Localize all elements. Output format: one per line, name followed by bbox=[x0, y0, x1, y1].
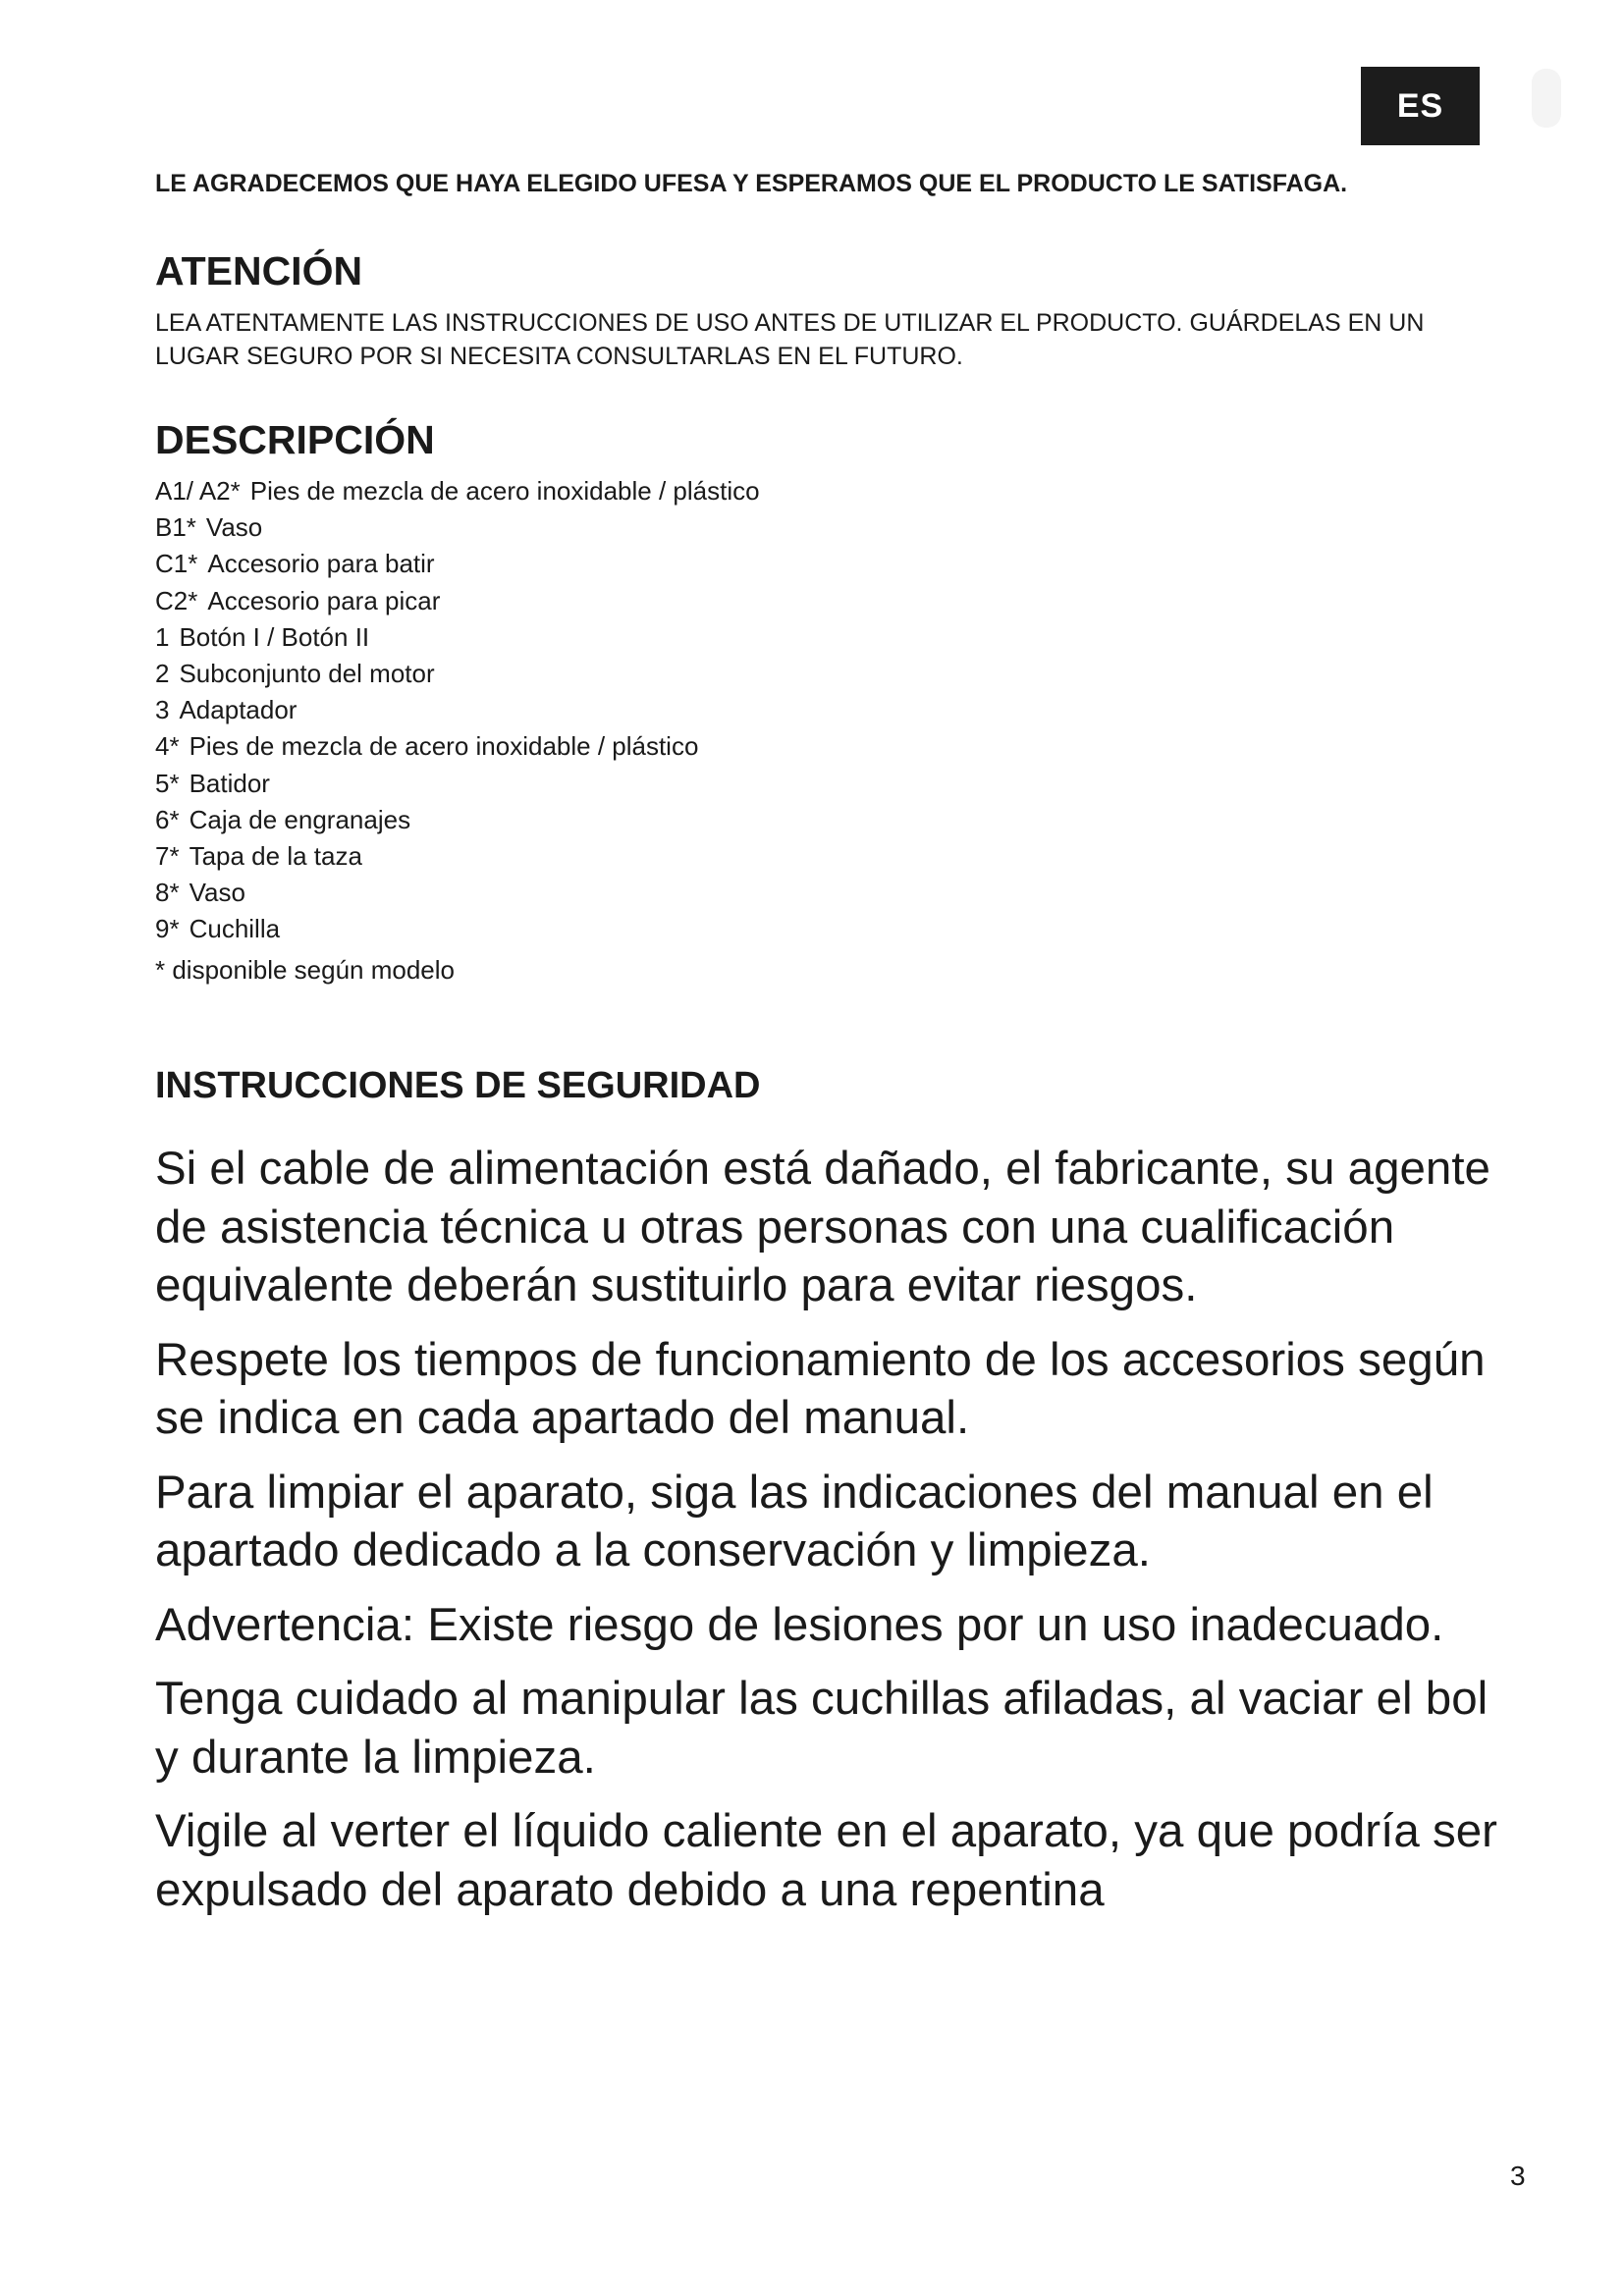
part-label: Pies de mezcla de acero inoxidable / plástico bbox=[249, 476, 760, 506]
part-label: Botón I / Botón II bbox=[179, 621, 370, 652]
safety-paragraph: Respete los tiempos de funcionamiento de los accesorios según se indica en cada apartado del manual. bbox=[155, 1333, 1486, 1445]
safety-paragraph: Para limpiar el aparato, siga las indicaciones del manual en el apartado dedicado a la conservación y limpieza. bbox=[155, 1466, 1434, 1577]
part-label: Accesorio para picar bbox=[207, 585, 441, 615]
part-code: 7* bbox=[155, 841, 180, 872]
page-edge-mark bbox=[1532, 69, 1561, 128]
part-code: C1* bbox=[155, 549, 198, 579]
attention-text: LEA ATENTAMENTE LAS INSTRUCCIONES DE USO ANTES DE UTILIZAR EL PRODUCTO. GUÁRDELAS EN UN LUGAR SEGURO POR SI NECESITA CONSULTARLAS EN EL FUTURO. bbox=[155, 309, 1425, 370]
description-heading: DESCRIPCIÓN bbox=[155, 417, 435, 462]
part-code: 4* bbox=[155, 731, 180, 762]
safety-paragraph: Advertencia: Existe riesgo de lesiones por un uso inadecuado. bbox=[155, 1598, 1444, 1651]
part-code: C2* bbox=[155, 585, 198, 615]
part-label: Subconjunto del motor bbox=[179, 659, 435, 689]
parts-list-item bbox=[155, 692, 1500, 728]
part-label: Accesorio para batir bbox=[207, 549, 435, 579]
part-code: 1 bbox=[155, 621, 170, 652]
part-code: 6* bbox=[155, 804, 180, 834]
parts-list-item bbox=[155, 619, 1500, 656]
page-content bbox=[155, 167, 1500, 1919]
parts-list-item bbox=[155, 911, 1500, 947]
parts-list-item bbox=[155, 838, 1500, 875]
part-code: B1* bbox=[155, 512, 196, 543]
part-code: 9* bbox=[155, 914, 180, 944]
safety-paragraph: Si el cable de alimentación está dañado, el fabricante, su agente de asistencia técnica u otras personas con una cualificación equivalente deberán sustituirlo para evitar riesgos. bbox=[155, 1143, 1490, 1312]
part-code: A1/ A2* bbox=[155, 476, 241, 506]
part-label: Vaso bbox=[189, 878, 245, 908]
parts-list-item bbox=[155, 656, 1500, 692]
thanks-notice: LE AGRADECEMOS QUE HAYA ELEGIDO UFESA Y ESPERAMOS QUE EL PRODUCTO LE SATISFAGA. bbox=[155, 170, 1348, 197]
parts-list-item bbox=[155, 766, 1500, 802]
part-label: Cuchilla bbox=[189, 914, 281, 944]
part-label: Caja de engranajes bbox=[189, 804, 411, 834]
part-code: 8* bbox=[155, 878, 180, 908]
part-label: Vaso bbox=[205, 512, 263, 543]
language-badge: ES bbox=[1361, 67, 1480, 145]
safety-paragraph: Vigile al verter el líquido caliente en el aparato, ya que podría ser expulsado del aparato debido a una repentina bbox=[155, 1805, 1497, 1916]
part-label: Batidor bbox=[189, 768, 270, 798]
part-code: 3 bbox=[155, 695, 170, 725]
parts-list-item bbox=[155, 473, 1500, 509]
part-label: Pies de mezcla de acero inoxidable / plástico bbox=[189, 731, 699, 762]
part-code: 2 bbox=[155, 659, 170, 689]
part-label: Adaptador bbox=[179, 695, 298, 725]
parts-list-item bbox=[155, 802, 1500, 838]
safety-heading: INSTRUCCIONES DE SEGURIDAD bbox=[155, 1064, 761, 1106]
attention-heading: ATENCIÓN bbox=[155, 248, 363, 294]
page-number: 3 bbox=[1510, 2161, 1526, 2191]
part-label: Tapa de la taza bbox=[189, 841, 362, 872]
safety-paragraph: Tenga cuidado al manipular las cuchillas afiladas, al vaciar el bol y durante la limpieza. bbox=[155, 1673, 1489, 1784]
parts-list bbox=[155, 473, 1500, 948]
parts-list-item bbox=[155, 583, 1500, 619]
parts-list-item bbox=[155, 546, 1500, 582]
parts-list-item bbox=[155, 728, 1500, 765]
parts-list-item bbox=[155, 509, 1500, 546]
part-code: 5* bbox=[155, 768, 180, 798]
availability-footnote: * disponible según modelo bbox=[155, 954, 455, 985]
parts-list-item bbox=[155, 875, 1500, 911]
